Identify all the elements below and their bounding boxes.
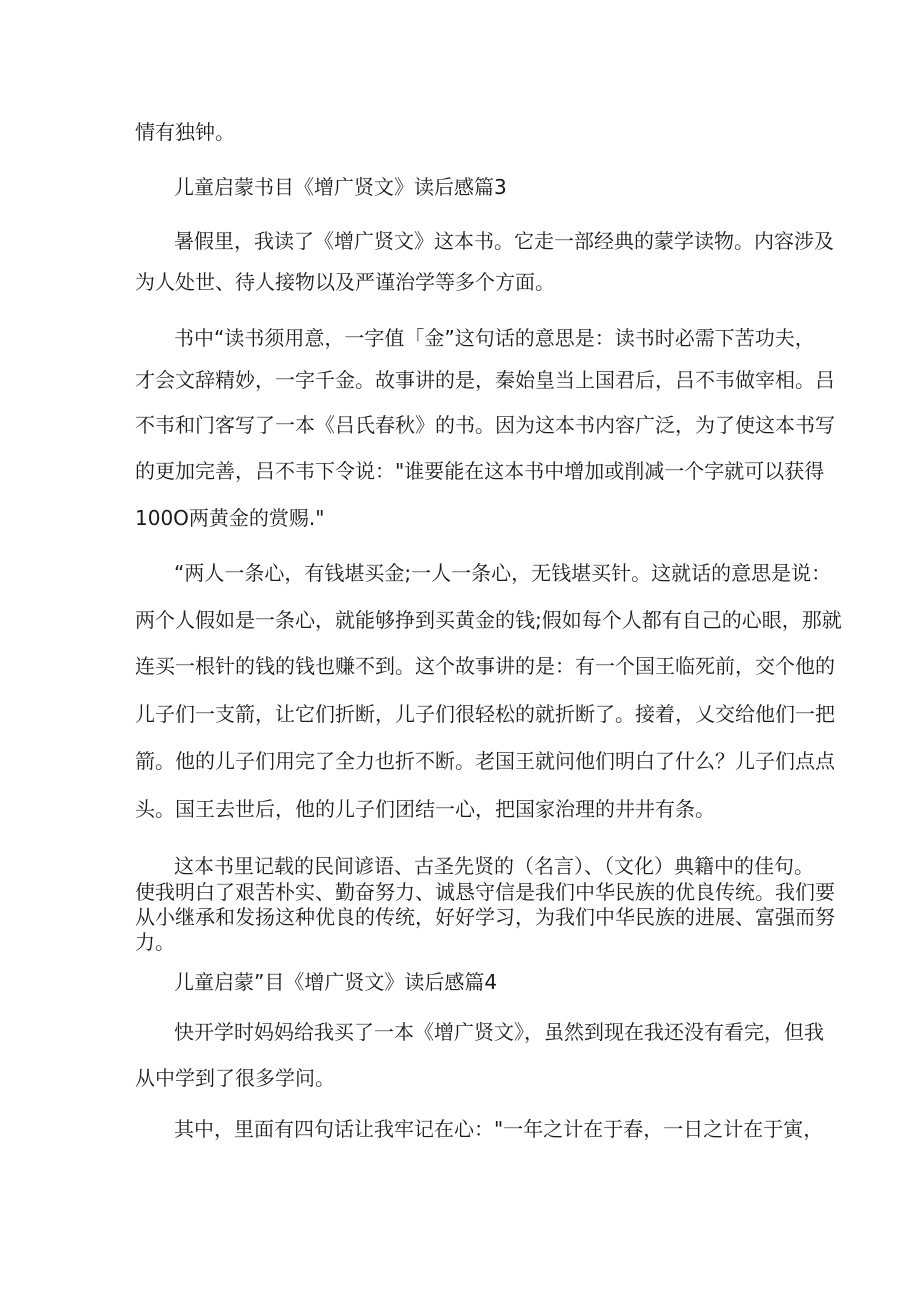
s3-p4-line-4: 力。 <box>135 930 175 954</box>
s3-p2-line-4: 的更加完善，吕不韦下令说："谁要能在这本书中增加或削减一个字就可以获得 <box>135 459 825 483</box>
s3-p3-line-5: 箭。他的儿子们用完了全力也折不断。老国王就问他们明白了什么？儿子们点点 <box>135 749 835 773</box>
s3-p3-line-3: 连买一根针的钱的钱也赚不到。这个故事讲的是：有一个国王临死前，交个他的 <box>135 654 835 678</box>
s3-p3-line-6: 头。国王去世后，他的儿子们团结一心，把国家治理的井井有条。 <box>135 797 715 821</box>
s4-p1-line-1: 快开学时妈妈给我买了一本《增广贤文》，虽然到现在我还没有看完，但我 <box>174 1020 824 1044</box>
continuation-line: 情有独钟。 <box>135 120 235 144</box>
s3-p3-line-2: 两个人假如是一条心，就能够挣到买黄金的钱;假如每个人都有自己的心眼，那就 <box>135 608 842 632</box>
s3-p2-line-3: 不韦和门客写了一本《吕氏春秋》的书。因为这本书内容广泛，为了使这本书写 <box>135 413 835 437</box>
s3-p2-line-5: 100O两黄金的赏赐." <box>135 506 325 530</box>
section4-heading: 儿童启蒙”目《增广贤文》读后感篇4 <box>174 970 498 994</box>
s3-p1-line-1: 暑假里，我读了《增广贤文》这本书。它走一部经典的蒙学读物。内容涉及 <box>174 229 834 253</box>
s4-p2-line-1: 其中，里面有四句话让我牢记在心："一年之计在于春，一日之计在于寅， <box>174 1117 824 1141</box>
s3-p1-line-2: 为人处世、待人接物以及严谨治学等多个方面。 <box>135 270 555 294</box>
s3-p2-line-2: 才会文辞精妙，一字千金。故事讲的是，秦始皇当上国君后，吕不韦做宰相。吕 <box>135 368 835 392</box>
s3-p3-line-1: “两人一条心，有钱堪买金;一人一条心，无钱堪买针。这就话的意思是说： <box>174 561 832 585</box>
s3-p4-line-3: 从小继承和发扬这种优良的传统，好好学习，为我们中华民族的进展、富强而努 <box>135 905 835 929</box>
s4-p1-line-2: 从中学到了很多学问。 <box>135 1066 335 1090</box>
s3-p3-line-4: 儿子们一支箭，让它们折断，儿子们很轻松的就折断了。接着，乂交给他们一把 <box>135 702 835 726</box>
s3-p4-line-1: 这本书里记载的民间谚语、古圣先贤的（名言）、（文化）典籍中的佳句。 <box>174 854 814 878</box>
s3-p2-line-1: 书中“读书须用意，一字值「金”这句话的意思是：读书时必需下苦功夫， <box>174 326 815 350</box>
s3-p4-line-2: 使我明白了艰苦朴实、勤奋努力、诚恳守信是我们中华民族的优良传统。我们要 <box>135 880 835 904</box>
section3-heading: 儿童启蒙书目《增广贤文》读后感篇3 <box>174 175 507 199</box>
